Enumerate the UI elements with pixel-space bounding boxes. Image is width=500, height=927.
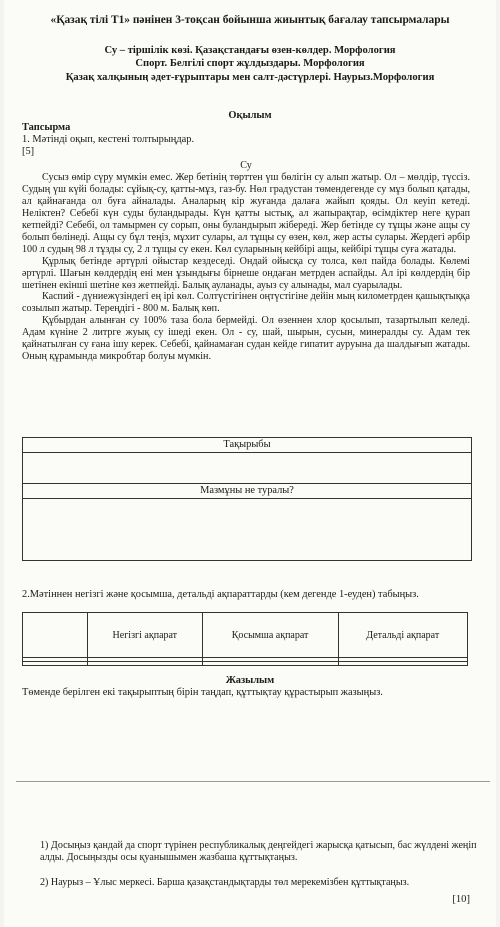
answer-cell-content[interactable] — [23, 499, 471, 563]
table-header-cell: Қосымша ақпарат — [202, 613, 338, 658]
table-cell[interactable] — [23, 662, 88, 666]
writing-option-1: 1) Досыңыз қандай да спорт түрінен республикалық деңгейдегі жарысқа қатысып, бас жүлдені жеңіп алды. Досыңызды осы қуанышымен жазбаша құттықтаңыз. — [40, 840, 477, 864]
table-header-content: Мазмұны не туралы? — [23, 484, 471, 499]
task1-instruction: 1. Мәтінді оқып, кестені толтырыңдар. — [22, 134, 195, 145]
passage-paragraph: Сусыз өмір сүру мүмкін емес. Жер бетінің төрттен үш бөлігін су алып жатыр. Ол – мөлдір, түссіз. Судың үш күйі болады: сұйық-су, қатты-мұз, газ-бу. Нөл градустан төмендегенде су мұз болып қатады, ал қайнағанда ол буға айналады. Аналарың кір жуғанда далаға жайып қояды. Ол кеуіп кетеді. Неліктен? Себебі күн суды буландырады. Күн қатты ыстық, ал жапырақтар, өсімдіктер неге қурап кетпейді? Себебі, ол тамырмен су сорып, оны буландырып жібереді. Жер бетінде су тұщы және ащы су болып бөлінеді. Ащы су бұл теңіз, мұхит сулары, ал тұщы су өзен, көл, жер асты сулары. Жердегі әрбір 100 л судың 98 л тұзды су, 2 л тұщы су екен. Көл суларының кейбірі ащы, кейбірі тұщы суға жатады. — [22, 171, 470, 255]
table-row — [23, 662, 468, 666]
reading-section-title: Оқылым — [228, 110, 272, 121]
topic-line: Су – тіршілік көзі. Қазақстандағы өзен-көлдер. Морфология — [104, 45, 396, 56]
topic-line: Спорт. Белгілі спорт жұлдыздары. Морфология — [135, 58, 365, 70]
information-table — [22, 612, 468, 666]
passage-title: Су — [240, 160, 252, 171]
topic-line: Қазақ халқының әдет-ғұрыптары мен салт-дәстүрлері. Наурыз.Морфология — [65, 71, 435, 83]
task2-instruction: 2.Мәтіннен негізгі және қосымша, детальді ақпараттарды (кем дегенде 1-еуден) табыңыз. — [22, 589, 419, 600]
task-label: Тапсырма — [22, 122, 71, 133]
table-cell[interactable] — [338, 662, 467, 666]
table-row — [23, 613, 468, 658]
answer-cell-topic[interactable] — [23, 453, 471, 484]
table-header-cell — [23, 613, 88, 658]
topic-list — [4, 44, 496, 84]
table-header-cell: Детальді ақпарат — [338, 613, 467, 658]
reading-passage — [22, 160, 470, 363]
writing-option-2: 2) Наурыз – Ұлыс меркесі. Барша қазақстандықтарды төл мерекемізбен құттықтаңыз. — [40, 877, 410, 888]
table-header-cell: Негізгі ақпарат — [88, 613, 203, 658]
writing-section-title: Жазылым — [225, 675, 275, 686]
summary-table — [22, 437, 472, 561]
table-cell[interactable] — [88, 662, 203, 666]
writing-instruction: Төменде берілген екі тақырыптың бірін таңдап, құттықтау құрастырып жазыңыз. — [22, 687, 383, 698]
task1-score: [5] — [22, 146, 35, 157]
writing-score: [10] — [452, 894, 470, 905]
passage-paragraph: Құбырдан алынған су 100% таза бола бермейді. Ол өзеннен хлор қосылып, тазартылып келеді. Адам күніне 2 литрге жуық су ішеді екен. Ол - су, шай, шырын, сусын, минералды су. Адам тек қайнатылған су ғана ішу керек. Себебі, қайнамаған судан кейде гипатит ауруына да шалдығып жатады. Оның құрамында микробтар болуы мүмкін. — [22, 315, 470, 363]
table-header-topic: Тақырыбы — [23, 438, 471, 453]
page-title: «Қазақ тілі Т1» пәнінен 3-тоқсан бойынша жиынтық бағалау тапсырмалары — [50, 14, 450, 26]
passage-paragraph: Каспий - дүниежүзіндегі ең ірі көл. Солтүстігінен оңтүстігіне дейін мың километрден қашықтыққа созылып жатыр. Тереңдігі - 800 м. Балық көп. — [22, 291, 470, 315]
passage-paragraph: Құрлық бетінде әртүрлі ойыстар кездеседі. Ондай ойысқа су толса, көл пайда болады. Көлемі әртүрлі. Шағын көлдердің ені мен ұзындығы бірнеше ондаған метрден аспайды. Ал ірі көлдердің бір шетінен екінші шетіне көз жетпейді. Балық ауланады, ауыз су алынады, мал суарылады. — [22, 255, 470, 291]
table-cell[interactable] — [202, 662, 338, 666]
worksheet-page — [4, 0, 496, 927]
